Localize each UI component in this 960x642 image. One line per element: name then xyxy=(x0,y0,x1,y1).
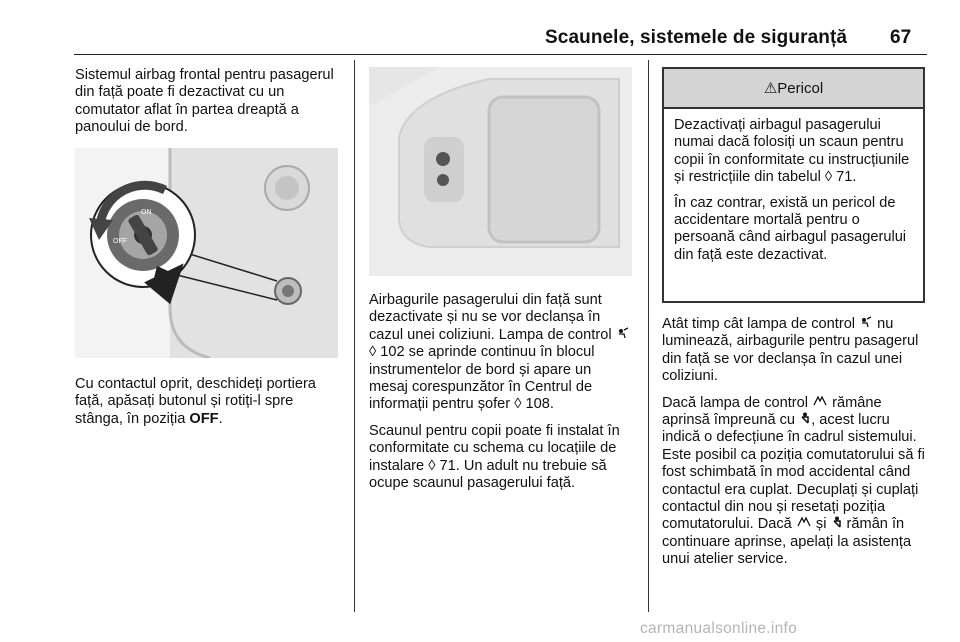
ref-arrow-icon: ◊ xyxy=(369,344,377,361)
switch-label-on: ON xyxy=(141,209,152,216)
lamp-off-paragraph: Atât timp cât lampa de control nu luminează, airbagurile pentru pasagerul din față se vor declanșa în cazul unei coliziuni. xyxy=(662,316,919,385)
danger-box xyxy=(662,67,925,303)
ref-arrow-icon: ◊ xyxy=(514,396,522,413)
danger-heading: ⚠ Pericol xyxy=(664,69,923,109)
airbag-switch-drawing xyxy=(75,148,338,358)
switch-label-off: OFF xyxy=(113,238,127,245)
switch-illustration xyxy=(75,148,338,358)
ref-arrow-icon: ◊ xyxy=(824,169,833,186)
column-divider-2 xyxy=(648,60,649,612)
column-2-text xyxy=(369,292,633,501)
airbag-off-icon xyxy=(859,316,873,328)
page-title: Scaunele, sistemele de siguranță xyxy=(545,27,848,48)
column-3-text xyxy=(662,316,928,578)
airbag-icon xyxy=(796,516,812,528)
dashboard-lamp-drawing xyxy=(369,67,632,276)
off-position-label: OFF xyxy=(189,410,219,427)
airbag-off-icon xyxy=(616,327,630,339)
watermark: carmanualsonline.info xyxy=(640,620,798,637)
ref-arrow-icon: ◊ xyxy=(428,457,436,474)
deactivated-paragraph: Airbagurile pasagerului din față sunt dezactivate și nu se vor declanșa în cazul unei coliziuni. Lampa de control ◊ 102 se aprinde continuu în blocul instrumentelor de bord și apare un mesaj corespunzător în Centrul de informații pentru șofer ◊ 108. xyxy=(369,292,633,414)
child-seat-paragraph: Scaunul pentru copii poate fi instalat în conformitate cu schema cu locațiile de instalare ◊ 71. Un adult nu trebuie să ocupe scaunul pasagerului față. xyxy=(369,422,620,492)
column-1-intro xyxy=(75,67,343,146)
warning-triangle-icon: ⚠ xyxy=(763,80,778,97)
danger-body: Dezactivați airbagul pasagerului numai dacă folosiți un scaun pentru copii în conformitate cu instrucțiunile și restricțiile din tabelul ◊ 71. În caz contrar, există un pericol de accidentare mortală pentru o persoană când airbagul pasagerului din față este dezactivat. xyxy=(674,117,910,263)
column-1-instruction: Cu contactul oprit, deschideți portiera față, apăsați butonul și rotiți-l spre stânga, în poziția OFF. xyxy=(75,376,316,427)
dashboard-photo xyxy=(369,67,632,276)
seatbelt-icon xyxy=(831,516,843,528)
page-header xyxy=(0,0,960,56)
column-divider-1 xyxy=(354,60,355,612)
page-number: 67 xyxy=(890,27,912,48)
header-divider xyxy=(74,54,927,55)
seatbelt-icon xyxy=(799,412,811,424)
intro-paragraph: Sistemul airbag frontal pentru pasagerul din față poate fi dezactivat cu un comutator aflat în partea dreaptă a panoului de bord. xyxy=(75,67,334,136)
airbag-icon xyxy=(812,395,828,407)
malfunction-paragraph: Dacă lampa de control rămâne aprinsă împreună cu , acest lucru indică o defecțiune în cadrul sistemului. Este posibil ca poziția comutatorului să fi fost schimbată în mod accidental când contactul era cuplat. Decuplați și cuplați contactul din nou și resetați poziția comutatorului. Dacă și rămân în continuare aprinse, apelați la asistența unui atelier service. xyxy=(662,394,925,568)
